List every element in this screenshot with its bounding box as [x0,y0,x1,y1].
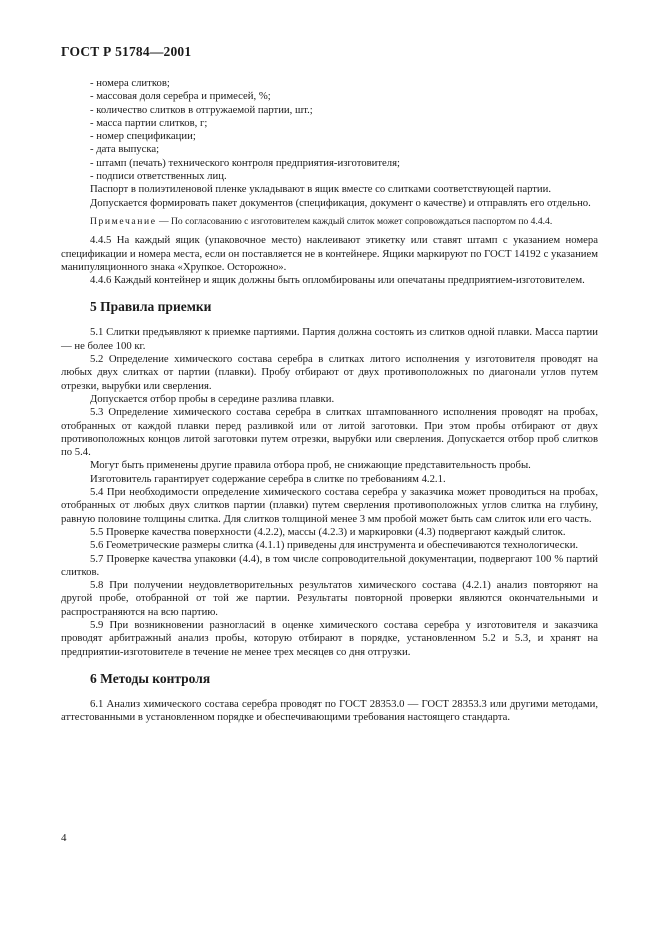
list-item: - подписи ответственных лиц. [90,170,227,183]
section5-paragraph: Допускается отбор пробы в середине разлива плавки. [90,392,335,405]
section-heading-5: 5 Правила приемки [90,299,212,315]
section5-paragraph: 5.6 Геометрические размеры слитка (4.1.1) приведены для инструмента и обеспечиваются технологически. [90,539,579,552]
list-item: - количество слитков в отгружаемой партии, шт.; [90,103,313,116]
list-item: - дата выпуска; [90,143,160,156]
paragraph-4-4-5: 4.4.5 На каждый ящик (упаковочное место) наклеивают этикетку или ставят штамп с указанием номера спецификации и номера места, если он поставляется не в контейнере. Ящики маркируют по ГОСТ 14192 с указанием манипуляционного знака «Хрупкое. Осторожно». [61,234,599,273]
section5-paragraph: 5.4 При необходимости определение химического состава серебра у заказчика может проводиться на пробах, отобранных от любых двух слитков партии (плавки) путем сверления противоположных углов слитка на глубину, равную половине толщины слитка. Для слитков толщиной менее 3 мм пробой может быть сам слиток или его часть. [61,486,598,525]
list-item: - массовая доля серебра и примесей, %; [90,90,271,103]
section5-paragraph: 5.9 При возникновении разногласий в оценке химического состава серебра у изготовителя и заказчика проводят арбитражный анализ пробы, которую отбирают в порядке, установленном 5.2 и 5.3, и хранят на предприятии-изготовителе в течение не менее трех месяцев со дня отгрузки. [61,618,598,658]
section5-paragraph: 5.8 При получении неудовлетворительных результатов химического состава (4.2.1) анализ повторяют на другой пробе, отобранной от той же партии. Результаты повторной проверки являются окончательными и распространяются на всю партию. [61,579,598,618]
section5-paragraph: 5.5 Проверке качества поверхности (4.2.2), массы (4.2.3) и маркировки (4.3) подвергают каждый слиток. [90,525,566,538]
section6-paragraph: 6.1 Анализ химического состава серебра проводят по ГОСТ 28353.0 — ГОСТ 28353.3 или другими методами, аттестованными в установленном порядке и обеспечивающими требования настоящего стандарта. [61,697,598,724]
paragraph-passport: Паспорт в полиэтиленовой пленке укладывают в ящик вместе со слитками соответствующей партии. [90,183,552,196]
section-heading-6: 6 Методы контроля [90,670,211,686]
note-label: Примечание [90,215,157,227]
section5-paragraph: Изготовитель гарантирует содержание серебра в слитке по требованиям 4.2.1. [90,472,446,485]
document-body [61,77,598,724]
list-item: - штамп (печать) технического контроля предприятия-изготовителя; [90,156,401,169]
paragraph-4-4-6: 4.4.6 Каждый контейнер и ящик должны быть опломбированы или опечатаны предприятием-изготовителем. [90,274,585,287]
page-number: 4 [61,832,67,844]
section5-paragraph: 5.2 Определение химического состава серебра в слитках литого исполнения у изготовителя проводят на любых двух слитках от партии (плавки). Пробу отбирают от двух противоположных по диагонали углов путем отрезки, вырубки или сверления. [61,353,598,392]
section5-paragraph: 5.1 Слитки предъявляют к приемке партиями. Партия должна состоять из слитков одной плавки. Масса партии — не более 100 кг. [61,326,598,352]
section5-paragraph: Могут быть применены другие правила отбора проб, не снижающие представительность пробы. [90,459,531,472]
document-header: ГОСТ Р 51784—2001 [61,44,192,59]
note-text: — По согласованию с изготовителем каждый слиток может сопровождаться паспортом по 4.4.4. [156,215,553,227]
section5-paragraph: 5.7 Проверке качества упаковки (4.4), в том числе сопроводительной документации, подвергают 100 % партий слитков. [61,552,598,578]
note-paragraph [61,216,598,228]
paragraph-documents: Допускается формировать пакет документов (спецификация, документ о качестве) и отправлять его отдельно. [90,196,591,209]
list-item: - масса партии слитков, г; [90,116,208,129]
section5-paragraph: 5.3 Определение химического состава серебра в слитках штампованного исполнения проводят на пробах, отобранных от каждой плавки перед разливкой или от литой заготовки. При этом пробы отбирают от двух противоположных концов литой заготовки путем отрезки, вырубки или сверления. Допускается отбор проб слитков по 5.4. [61,406,598,459]
list-item: - номер спецификации; [90,130,196,143]
list-item: - номера слитков; [90,77,170,89]
